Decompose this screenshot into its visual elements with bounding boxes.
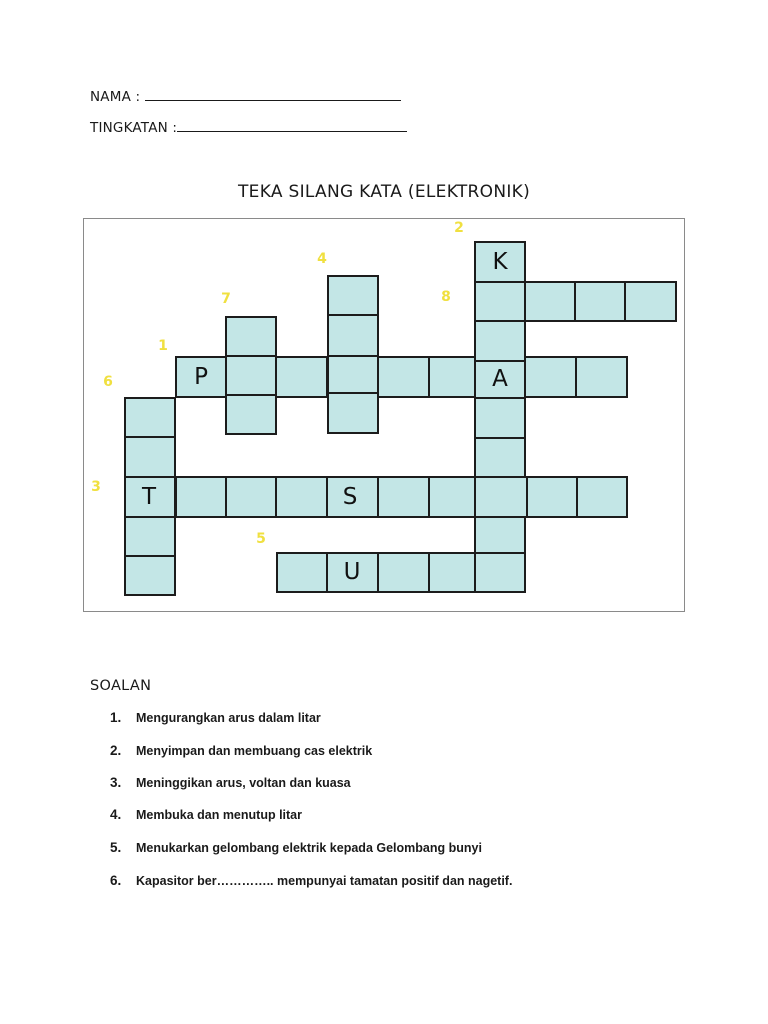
crossword-cell[interactable]: [576, 357, 627, 397]
clue-item: [110, 807, 302, 822]
crossword-cell[interactable]: [328, 393, 378, 433]
crossword-cell[interactable]: [475, 553, 525, 592]
crossword-cell[interactable]: [475, 438, 525, 477]
given-letter: P: [194, 364, 208, 390]
clue-number: 6.: [110, 873, 122, 888]
crossword-cell[interactable]: [429, 357, 476, 397]
crossword-cell[interactable]: [475, 398, 525, 438]
crossword-cell[interactable]: [125, 556, 175, 595]
crossword-cell[interactable]: [277, 553, 327, 592]
crossword-cell[interactable]: [125, 517, 175, 556]
crossword-cell[interactable]: [378, 477, 429, 517]
crossword-cell[interactable]: [328, 356, 378, 393]
crossword-cell[interactable]: [226, 317, 276, 356]
crossword-cell[interactable]: [475, 282, 525, 321]
crossword-cell[interactable]: [276, 477, 327, 517]
soalan-heading: SOALAN: [90, 678, 152, 694]
crossword-cell[interactable]: [328, 276, 378, 315]
clue-number-marker: 7: [221, 291, 231, 307]
tingkatan-blank-line[interactable]: [177, 120, 407, 132]
tingkatan-label: TINGKATAN :: [90, 120, 178, 136]
crossword-cell[interactable]: [125, 437, 175, 477]
clue-text: Membuka dan menutup litar: [136, 808, 302, 822]
crossword-cell[interactable]: [625, 282, 676, 321]
page-title: TEKA SILANG KATA (ELEKTRONIK): [237, 182, 531, 202]
crossword-cell[interactable]: [475, 477, 527, 517]
clue-number-marker: 5: [256, 531, 266, 547]
clue-number-marker: 8: [441, 289, 451, 305]
crossword-cell[interactable]: [525, 282, 575, 321]
given-letter: U: [343, 559, 361, 585]
crossword-cell[interactable]: [226, 395, 276, 434]
clue-text: Menukarkan gelombang elektrik kepada Gelombang bunyi: [136, 841, 482, 855]
clue-number-marker: 1: [158, 338, 168, 354]
crossword-grid: [84, 219, 686, 613]
given-letter: A: [492, 366, 508, 392]
clue-number: 1.: [110, 710, 122, 725]
clue-number: 4.: [110, 807, 122, 822]
crossword-cell[interactable]: [575, 282, 625, 321]
clue-number-marker: 6: [103, 374, 113, 390]
clue-number-marker: 3: [91, 479, 101, 495]
crossword-cell[interactable]: [577, 477, 627, 517]
crossword-cell[interactable]: [276, 357, 327, 397]
clue-item: [110, 743, 372, 758]
crossword-cell[interactable]: [429, 553, 475, 592]
crossword-cell[interactable]: [475, 321, 525, 361]
tingkatan-field[interactable]: [90, 120, 407, 136]
crossword-cell[interactable]: [328, 315, 378, 356]
crossword-cell[interactable]: [475, 517, 525, 553]
clue-item: [110, 873, 512, 888]
clue-number: 5.: [110, 840, 122, 855]
crossword-cell[interactable]: [176, 477, 226, 517]
given-letter: S: [342, 484, 358, 510]
clue-number: 3.: [110, 775, 122, 790]
crossword-cell[interactable]: [378, 357, 429, 397]
crossword-cell[interactable]: [429, 477, 475, 517]
crossword-cell[interactable]: [226, 356, 276, 395]
clue-text: Mengurangkan arus dalam litar: [136, 711, 321, 725]
clue-number-marker: 4: [317, 251, 327, 267]
clue-item: [110, 710, 321, 725]
nama-label: NAMA :: [90, 89, 145, 105]
crossword-cell[interactable]: [226, 477, 276, 517]
nama-field[interactable]: [90, 89, 401, 105]
clue-text: Menyimpan dan membuang cas elektrik: [136, 744, 373, 758]
crossword-cell[interactable]: [378, 553, 429, 592]
given-letter: K: [492, 249, 508, 275]
nama-blank-line[interactable]: [145, 89, 401, 101]
crossword-cell[interactable]: [125, 398, 175, 437]
clue-text: Meninggikan arus, voltan dan kuasa: [136, 776, 351, 790]
crossword-cell[interactable]: [527, 477, 577, 517]
clue-number: 2.: [110, 743, 122, 758]
clue-number-marker: 2: [454, 220, 464, 236]
clue-item: [110, 775, 351, 790]
given-letter: T: [141, 484, 157, 510]
crossword-cell[interactable]: [525, 357, 576, 397]
clue-item: [110, 840, 482, 855]
crossword-puzzle: [83, 218, 685, 612]
clue-text: Kapasitor ber………….. mempunyai tamatan positif dan nagetif.: [136, 874, 513, 888]
